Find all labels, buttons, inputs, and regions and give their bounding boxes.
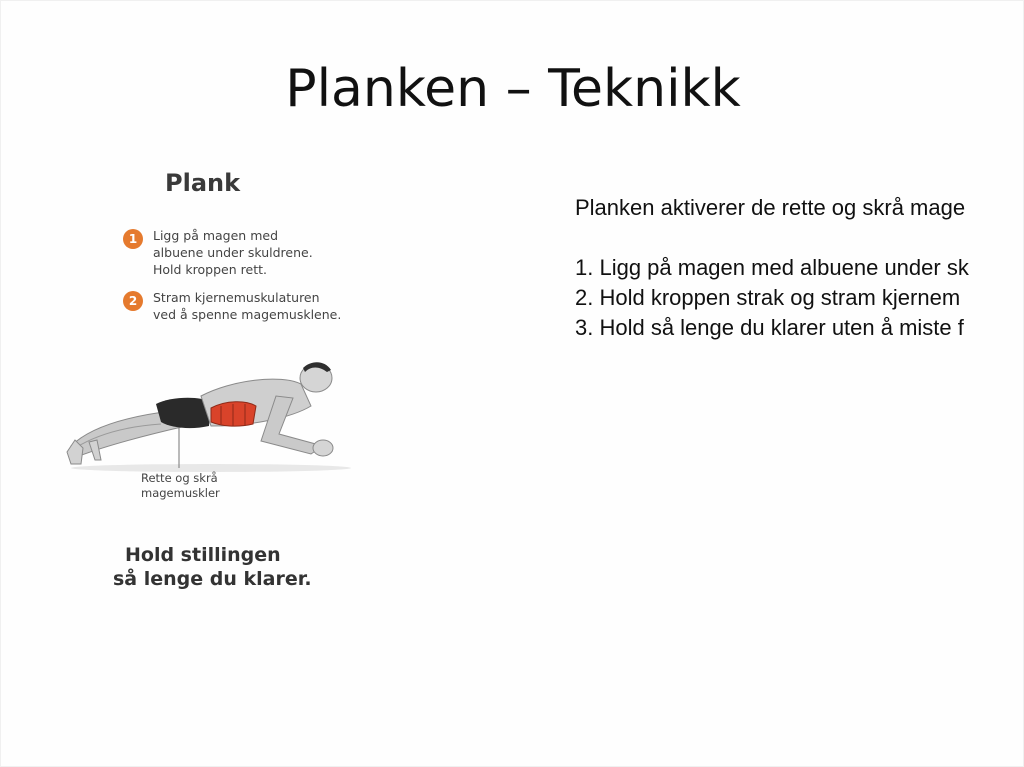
body-step: 2. Hold kroppen strak og stram kjernem: [575, 285, 961, 310]
infographic-heading: Plank: [165, 169, 241, 197]
plank-figure-illustration: [61, 356, 351, 486]
muscle-label-line: Rette og skrå: [141, 471, 218, 485]
step-number-badge: 1: [123, 229, 143, 249]
body-step: 3. Hold så lenge du klarer uten å miste f: [575, 315, 964, 340]
muscle-label-line: magemuskler: [141, 486, 220, 500]
paragraph-gap: [575, 223, 1024, 253]
step-text: [153, 289, 341, 323]
step-line: albuene under skuldrene.: [153, 245, 313, 260]
plank-infographic: [61, 161, 381, 601]
infographic-step-2: [123, 289, 383, 323]
step-number-badge: 2: [123, 291, 143, 311]
intro-paragraph: Planken aktiverer de rette og skrå mage: [575, 195, 966, 220]
infographic-step-1: [123, 227, 383, 278]
step-line: ved å spenne magemusklene.: [153, 307, 342, 322]
step-text: [153, 227, 313, 278]
hold-line: Hold stillingen: [125, 544, 281, 566]
step-line: Stram kjernemuskulaturen: [153, 290, 320, 305]
step-line: Ligg på magen med: [153, 228, 279, 243]
step-line: Hold kroppen rett.: [153, 262, 267, 277]
hold-line: så lenge du klarer.: [113, 568, 312, 590]
body-text: [575, 193, 1024, 343]
hold-instruction: [113, 543, 312, 591]
muscle-callout-label: [141, 471, 220, 501]
slide-title: Planken – Teknikk: [285, 59, 741, 119]
body-step: 1. Ligg på magen med albuene under sk: [575, 255, 969, 280]
